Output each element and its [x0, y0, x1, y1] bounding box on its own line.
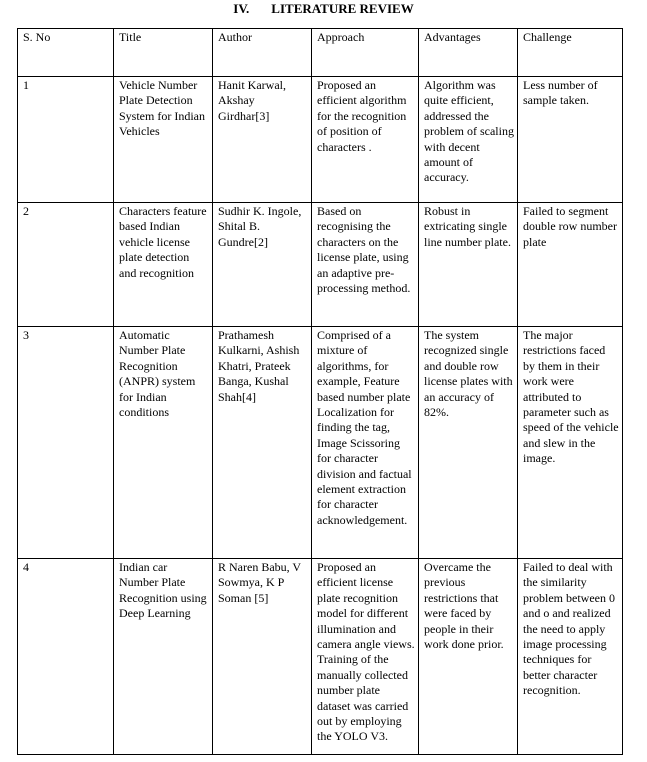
- cell-advantages: Algorithm was quite efficient, addressed the problem of scaling with decent amount of accuracy.: [419, 77, 518, 203]
- cell-advantages: Robust in extricating single line number plate.: [419, 203, 518, 327]
- cell-approach: Proposed an efficient algorithm for the recognition of position of characters .: [312, 77, 419, 203]
- cell-sno: 2: [18, 203, 114, 327]
- header-sno: S. No: [18, 29, 114, 77]
- cell-challenge: Failed to deal with the similarity problem between 0 and o and realized the need to apply image processing techniques for better character recognition.: [518, 559, 623, 755]
- cell-challenge: Failed to segment double row number plate: [518, 203, 623, 327]
- table-header-row: [18, 29, 623, 77]
- header-author: Author: [213, 29, 312, 77]
- cell-advantages: The system recognized single and double row license plates with an accuracy of 82%.: [419, 327, 518, 559]
- cell-title: Characters feature based Indian vehicle license plate detection and recognition: [114, 203, 213, 327]
- cell-approach: Comprised of a mixture of algorithms, for example, Feature based number plate Localization for finding the tag, Image Scissoring for character division and factual element extraction for character acknowledgement.: [312, 327, 419, 559]
- literature-review-table: [17, 28, 623, 755]
- cell-sno: 1: [18, 77, 114, 203]
- cell-challenge: The major restrictions faced by them in their work were attributed to parameter such as speed of the vehicle and slew in the image.: [518, 327, 623, 559]
- table-row: [18, 327, 623, 559]
- cell-author: Sudhir K. Ingole, Shital B. Gundre[2]: [213, 203, 312, 327]
- cell-sno: 3: [18, 327, 114, 559]
- section-number: IV.: [233, 1, 250, 16]
- cell-author: Prathamesh Kulkarni, Ashish Khatri, Prateek Banga, Kushal Shah[4]: [213, 327, 312, 559]
- cell-approach: Proposed an efficient license plate recognition model for different illumination and camera angle views. Training of the manually collected number plate dataset was carried out by employing the YOLO V3.: [312, 559, 419, 755]
- table-row: [18, 559, 623, 755]
- cell-title: Indian car Number Plate Recognition using Deep Learning: [114, 559, 213, 755]
- cell-title: Vehicle Number Plate Detection System for Indian Vehicles: [114, 77, 213, 203]
- cell-advantages: Overcame the previous restrictions that were faced by people in their work done prior.: [419, 559, 518, 755]
- section-heading: [0, 1, 647, 17]
- section-title: LITERATURE REVIEW: [271, 1, 414, 16]
- header-approach: Approach: [312, 29, 419, 77]
- cell-approach: Based on recognising the characters on the license plate, using an adaptive pre-processing method.: [312, 203, 419, 327]
- header-title: Title: [114, 29, 213, 77]
- table-row: [18, 203, 623, 327]
- cell-sno: 4: [18, 559, 114, 755]
- header-challenge: Challenge: [518, 29, 623, 77]
- cell-author: R Naren Babu, V Sowmya, K P Soman [5]: [213, 559, 312, 755]
- cell-challenge: Less number of sample taken.: [518, 77, 623, 203]
- table-row: [18, 77, 623, 203]
- cell-title: Automatic Number Plate Recognition (ANPR) system for Indian conditions: [114, 327, 213, 559]
- header-advantages: Advantages: [419, 29, 518, 77]
- cell-author: Hanit Karwal, Akshay Girdhar[3]: [213, 77, 312, 203]
